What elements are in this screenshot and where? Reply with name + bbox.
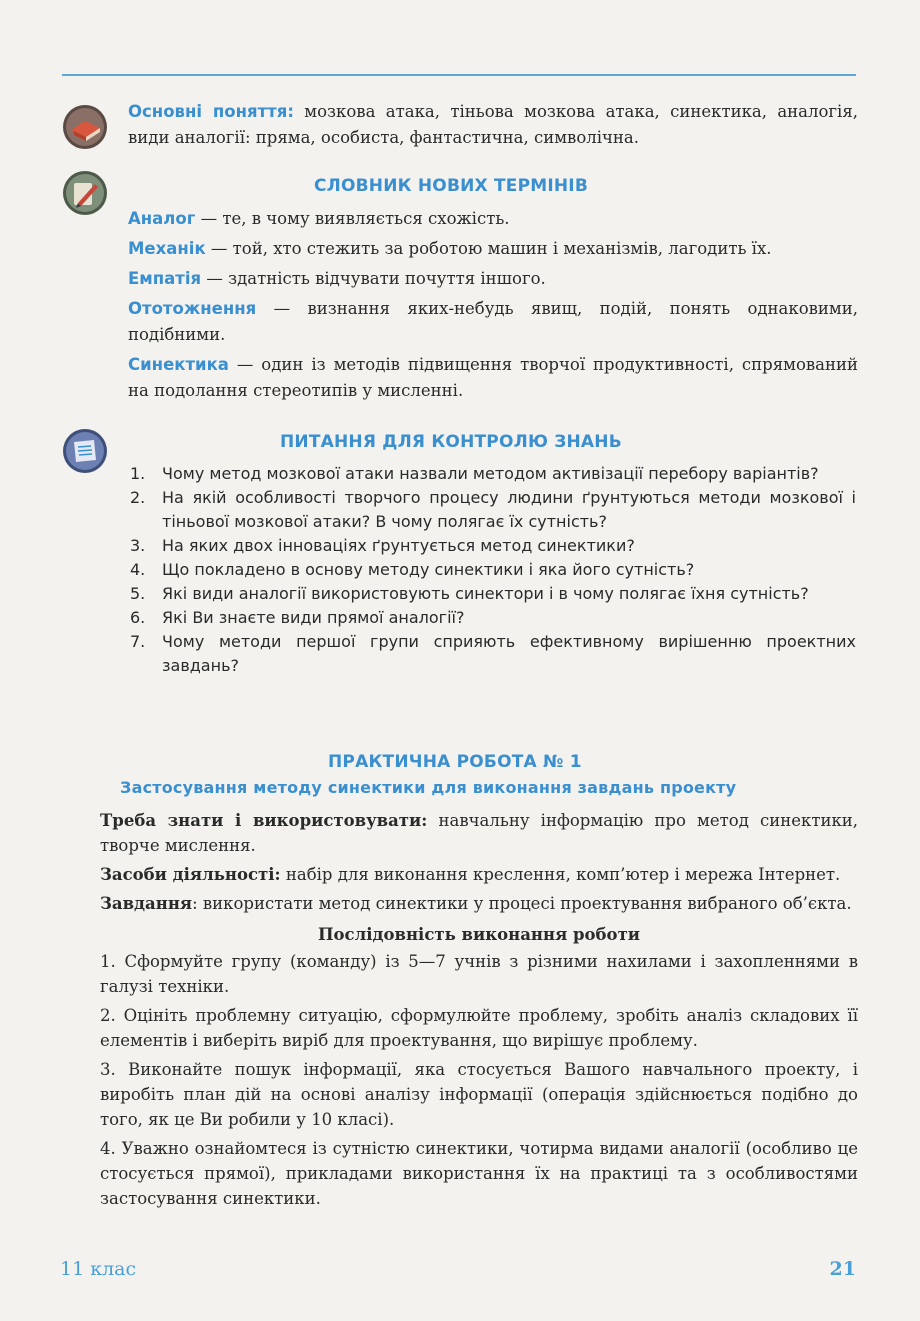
glossary-term: Синектика	[128, 355, 229, 374]
question-number: 4.	[130, 560, 146, 579]
glossary-item	[128, 266, 858, 292]
need-paragraph	[100, 808, 858, 858]
sequence-heading: Послідовність виконання роботи	[317, 925, 641, 944]
task-text: : використати метод синектики у процесі проектування вибраного об’єкта.	[192, 894, 852, 913]
means-label: Засоби діяльності:	[100, 865, 281, 884]
question-text: Які Ви знаєте види прямої аналогії?	[162, 608, 465, 627]
glossary-term: Аналог	[128, 209, 196, 228]
question-number: 3.	[130, 536, 146, 555]
glossary-term: Ототожнення	[128, 299, 257, 318]
question-number: 6.	[130, 608, 146, 627]
question-number: 5.	[130, 584, 146, 603]
question-text: На якій особливості творчого процесу людини ґрунтуються методи мозкової і тіньової мозкової атаки? В чому полягає їх сутність?	[162, 488, 856, 531]
glossary-definition: — здатність відчувати почуття іншого.	[201, 269, 546, 288]
glossary-definition: — один із методів підвищення творчої продуктивності, спрямований на подолання стереотипів у мисленні.	[128, 355, 858, 400]
question-text: Чому метод мозкової атаки назвали методом активізації перебору варіантів?	[162, 464, 819, 483]
question-item	[128, 606, 856, 630]
glossary-list	[128, 206, 858, 408]
step-paragraph: 2. Оцініть проблемну ситуацію, сформулюйте проблему, зробіть аналіз складових її елементів і виберіть виріб для проектування, що вирішує проблему.	[100, 1006, 858, 1050]
task-label: Завдання	[100, 894, 193, 913]
question-scroll-icon	[62, 428, 108, 474]
book-cap-icon	[62, 104, 108, 150]
practical-body	[100, 808, 858, 1215]
question-number: 1.	[130, 464, 146, 483]
means-text: набір для виконання креслення, комп’ютер і мережа Інтернет.	[280, 865, 841, 884]
question-item	[128, 486, 856, 534]
question-item	[128, 462, 856, 486]
step-paragraph: 3. Виконайте пошук інформації, яка стосується Вашого навчального проекту, і виробіть план дій на основі аналізу інформації (операція здійснюється подібно до того, як це Ви робили у 10 класі).	[100, 1060, 858, 1129]
question-item	[128, 630, 856, 678]
question-number: 7.	[130, 632, 146, 651]
key-concepts	[128, 99, 858, 151]
questions-list	[128, 462, 856, 678]
questions-heading: ПИТАННЯ ДЛЯ КОНТРОЛЮ ЗНАНЬ	[280, 432, 622, 452]
question-text: На яких двох інноваціях ґрунтується метод синектики?	[162, 536, 635, 555]
glossary-item	[128, 296, 858, 348]
concepts-label: Основні поняття:	[128, 102, 294, 121]
means-paragraph	[100, 862, 858, 887]
page-number: 21	[829, 1258, 856, 1280]
top-divider	[62, 74, 856, 76]
pen-notebook-icon	[62, 170, 108, 216]
step-paragraph: 4. Уважно ознайомтеся із сутністю синектики, чотирма видами аналогії (особливо це стосується прямої), прикладами використання їх на практиці та з особливостями застосування синектики.	[100, 1139, 858, 1208]
need-label: Треба знати і використовувати:	[100, 811, 428, 830]
need-text: навчальну інформацію про метод синектики, творче мислення.	[100, 811, 858, 855]
practical-subheading: Застосування методу синектики для виконання завдань проекту	[120, 778, 737, 797]
practical-heading: ПРАКТИЧНА РОБОТА № 1	[328, 752, 582, 772]
glossary-heading: СЛОВНИК НОВИХ ТЕРМІНІВ	[314, 176, 588, 196]
task-paragraph	[100, 891, 858, 916]
question-item	[128, 534, 856, 558]
question-text: Що покладено в основу методу синектики і яка його сутність?	[162, 560, 695, 579]
glossary-definition: — те, в чому виявляється схожість.	[195, 209, 510, 228]
concepts-text: мозкова атака, тіньова мозкова атака, синектика, аналогія, види аналогії: пряма, особиста, фантастична, символічна.	[128, 102, 858, 147]
glossary-item	[128, 206, 858, 232]
glossary-term: Емпатія	[128, 269, 202, 288]
footer-grade: 11 клас	[60, 1258, 137, 1280]
glossary-definition: — той, хто стежить за роботою машин і механізмів, лагодить їх.	[205, 239, 772, 258]
question-item	[128, 582, 856, 606]
glossary-definition: — визнання яких-небудь явищ, подій, понять однаковими, подібними.	[128, 299, 858, 344]
question-number: 2.	[130, 488, 146, 507]
question-text: Чому методи першої групи сприяють ефективному вирішенню проектних завдань?	[162, 632, 856, 675]
step-paragraph: 1. Сформуйте групу (команду) із 5—7 учнів з різними нахилами і захопленнями в галузі техніки.	[100, 952, 858, 996]
glossary-item	[128, 352, 858, 404]
question-text: Які види аналогії використовують синектори і в чому полягає їхня сутність?	[162, 584, 809, 603]
glossary-item	[128, 236, 858, 262]
glossary-term: Механік	[128, 239, 206, 258]
question-item	[128, 558, 856, 582]
